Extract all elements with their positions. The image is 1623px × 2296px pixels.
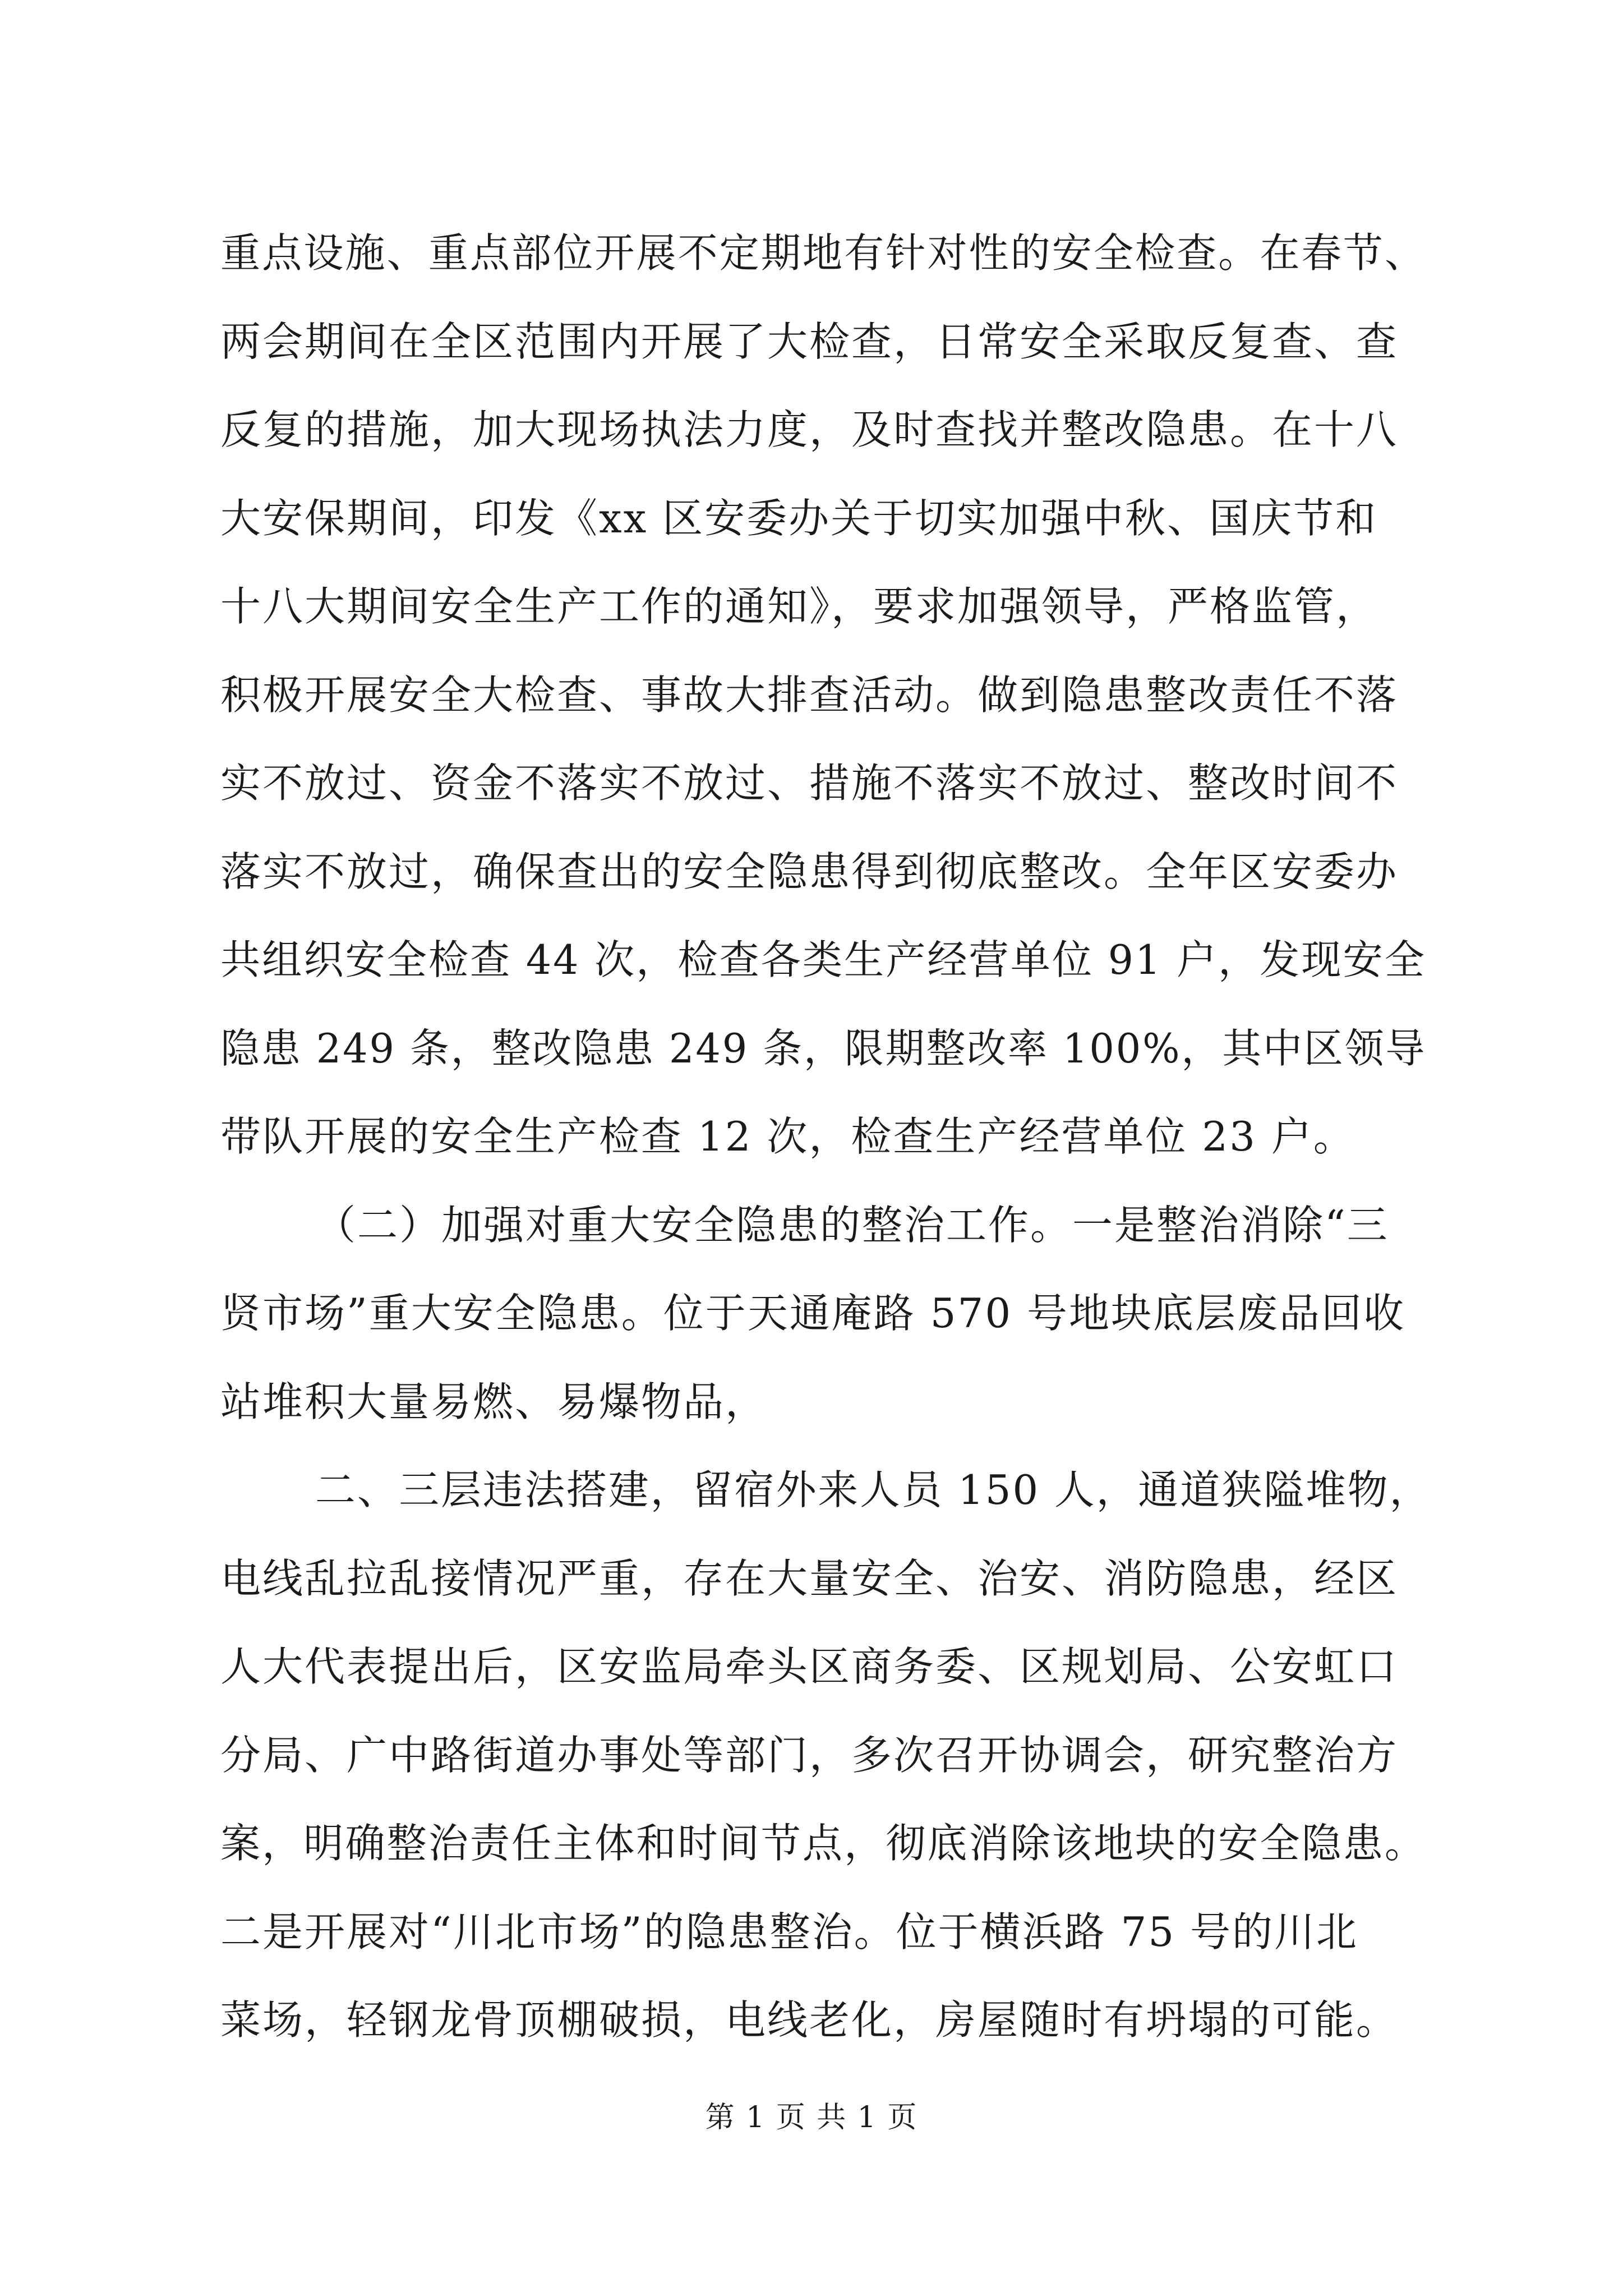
text-line: 分局、广中路街道办事处等部门，多次召开协调会，研究整治方 [220, 1732, 1399, 1779]
text-line: 电线乱拉乱接情况严重，存在大量安全、治安、消防隐患，经区 [220, 1555, 1399, 1602]
text-line: 人大代表提出后，区安监局牵头区商务委、区规划局、公安虹口 [220, 1643, 1399, 1690]
text-line: 实不放过、资金不落实不放过、措施不落实不放过、整改时间不 [220, 760, 1399, 807]
text-line: 站堆积大量易燃、易爆物品， [220, 1378, 768, 1425]
text-line: 带队开展的安全生产检查 12 次，检查生产经营单位 23 户。 [220, 1113, 1355, 1160]
text-line: 隐患 249 条，整改隐患 249 条，限期整改率 100%，其中区领导 [220, 1025, 1427, 1072]
text-line: 菜场，轻钢龙骨顶棚破损，电线老化，房屋随时有坍塌的可能。 [220, 1996, 1399, 2044]
text-line: 重点设施、重点部位开展不定期地有针对性的安全检查。在春节、 [220, 229, 1427, 277]
paragraph-start: （二）加强对重大安全隐患的整治工作。一是整治消除“三 [315, 1202, 1389, 1249]
text-line: 两会期间在全区范围内开展了大检查，日常安全采取反复查、查 [220, 318, 1399, 365]
text-line: 落实不放过，确保查出的安全隐患得到彻底整改。全年区安委办 [220, 848, 1399, 895]
text-line: 二是开展对“川北市场”的隐患整治。位于横浜路 75 号的川北 [220, 1908, 1359, 1955]
paragraph-start: 二、三层违法搭建，留宿外来人员 150 人，通道狭隘堆物， [315, 1466, 1432, 1513]
text-line: 共组织安全检查 44 次，检查各类生产经营单位 91 户，发现安全 [220, 936, 1426, 983]
text-line: 积极开展安全大检查、事故大排查活动。做到隐患整改责任不落 [220, 671, 1399, 719]
page-footer: 第 1 页 共 1 页 [705, 2101, 918, 2134]
text-line: 贤市场”重大安全隐患。位于天通庵路 570 号地块底层废品回收 [220, 1290, 1406, 1337]
text-line: 大安保期间，印发《xx 区安委办关于切实加强中秋、国庆节和 [220, 495, 1378, 542]
text-line: 十八大期间安全生产工作的通知》，要求加强领导，严格监管， [220, 583, 1378, 630]
text-line: 案，明确整治责任主体和时间节点，彻底消除该地块的安全隐患。 [220, 1820, 1427, 1867]
text-line: 反复的措施，加大现场执法力度，及时查找并整改隐患。在十八 [220, 406, 1399, 453]
